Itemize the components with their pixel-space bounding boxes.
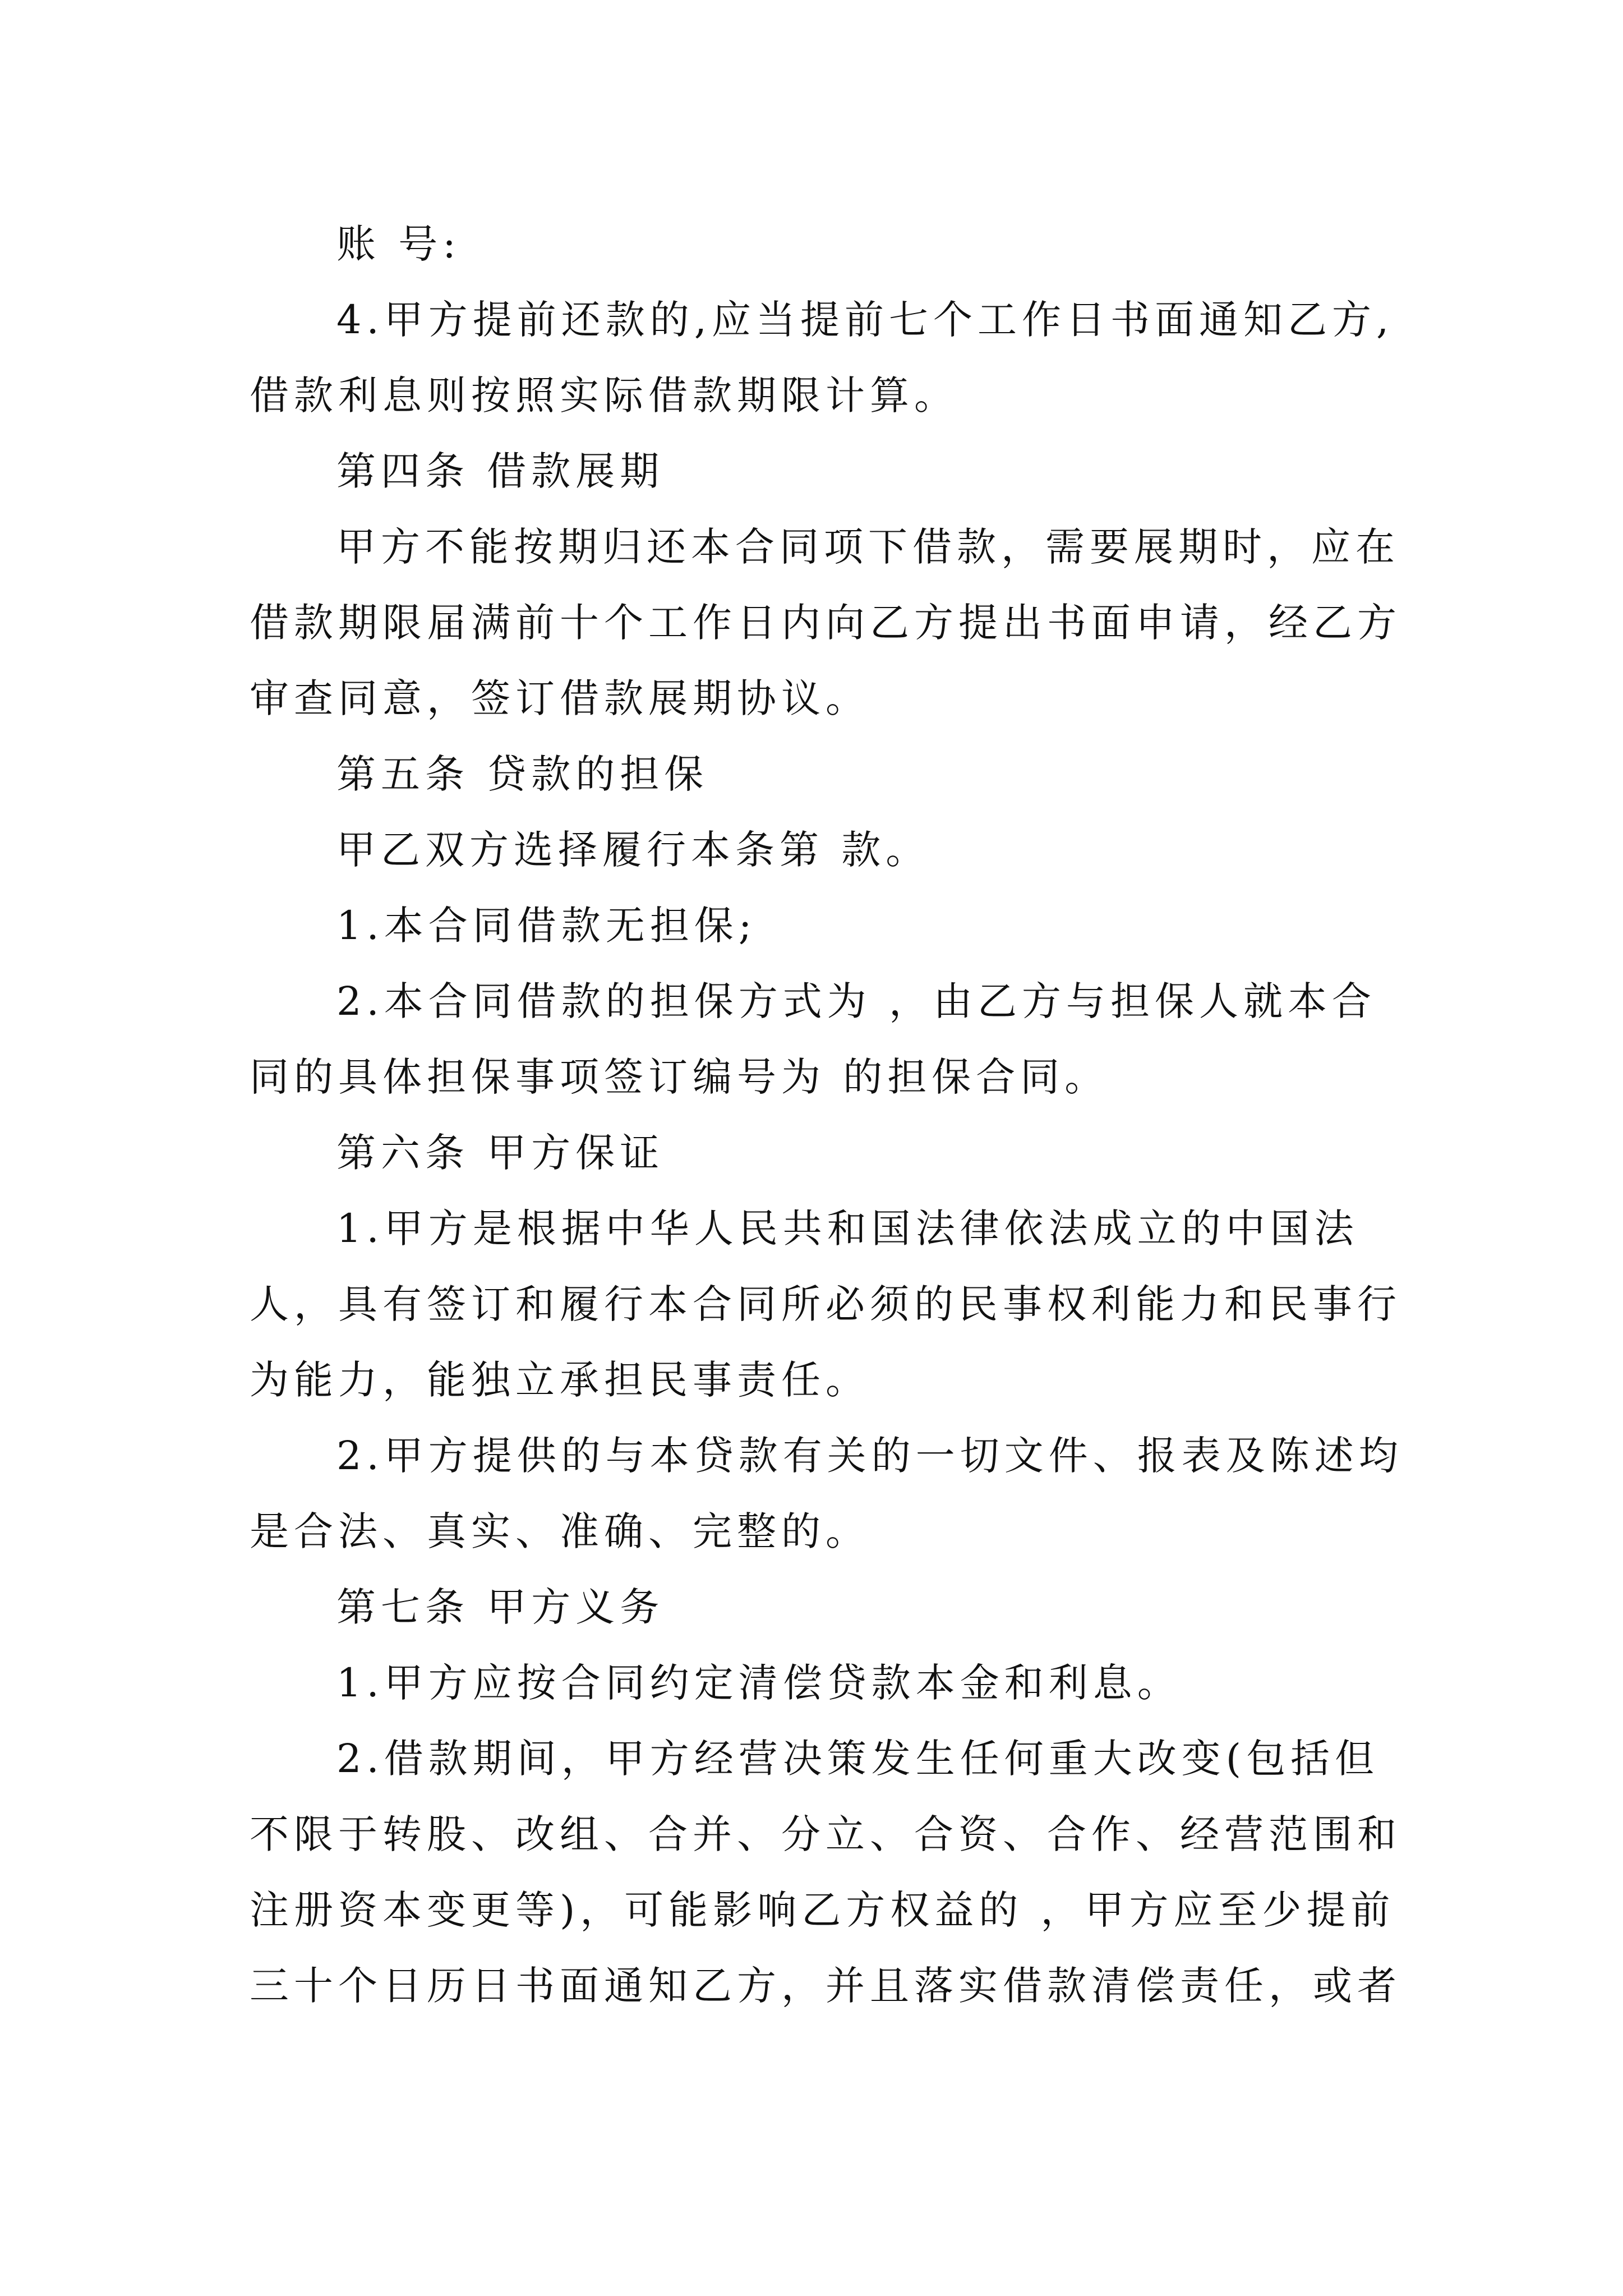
paragraph-line: 甲乙双方选择履行本条第 款。 [336, 827, 930, 873]
paragraph-line: 借款期限届满前十个工作日内向乙方提出书面申请，经乙方 [250, 600, 1401, 646]
article-5-heading: 第五条 贷款的担保 [336, 751, 709, 797]
paragraph-line: 注册资本变更等)，可能影响乙方权益的 ，甲方应至少提前 [250, 1887, 1395, 1933]
paragraph-line: 2.本合同借款的担保方式为 ，由乙方与担保人就本合 [336, 978, 1377, 1024]
paragraph-line: 4.甲方提前还款的,应当提前七个工作日书面通知乙方, [336, 297, 1394, 343]
paragraph-line: 同的具体担保事项签订编号为 的担保合同。 [250, 1054, 1109, 1100]
paragraph-line: 1.甲方是根据中华人民共和国法律依法成立的中国法 [336, 1205, 1359, 1251]
paragraph-line: 人，具有签订和履行本合同所必须的民事权利能力和民事行 [250, 1281, 1401, 1327]
paragraph-line: 不限于转股、改组、合并、分立、合资、合作、经营范围和 [250, 1811, 1401, 1857]
paragraph-line: 审查同意，签订借款展期协议。 [250, 675, 870, 721]
account-number-line: 账 号: [336, 221, 461, 267]
article-4-heading: 第四条 借款展期 [336, 448, 665, 494]
paragraph-line: 2.甲方提供的与本贷款有关的一切文件、报表及陈述均 [336, 1433, 1403, 1479]
article-7-heading: 第七条 甲方义务 [336, 1584, 665, 1630]
paragraph-line: 借款利息则按照实际借款期限计算。 [250, 372, 958, 418]
paragraph-line: 为能力，能独立承担民事责任。 [250, 1357, 870, 1403]
paragraph-line: 2.借款期间，甲方经营决策发生任何重大改变(包括但 [336, 1736, 1380, 1782]
paragraph-line: 三十个日历日书面通知乙方，并且落实借款清偿责任，或者 [250, 1963, 1401, 2009]
paragraph-line: 1.本合同借款无担保; [336, 903, 757, 949]
paragraph-line: 是合法、真实、准确、完整的。 [250, 1508, 870, 1554]
article-6-heading: 第六条 甲方保证 [336, 1130, 665, 1176]
paragraph-line: 1.甲方应按合同约定清偿贷款本金和利息。 [336, 1660, 1182, 1706]
paragraph-line: 甲方不能按期归还本合同项下借款，需要展期时，应在 [336, 524, 1400, 570]
